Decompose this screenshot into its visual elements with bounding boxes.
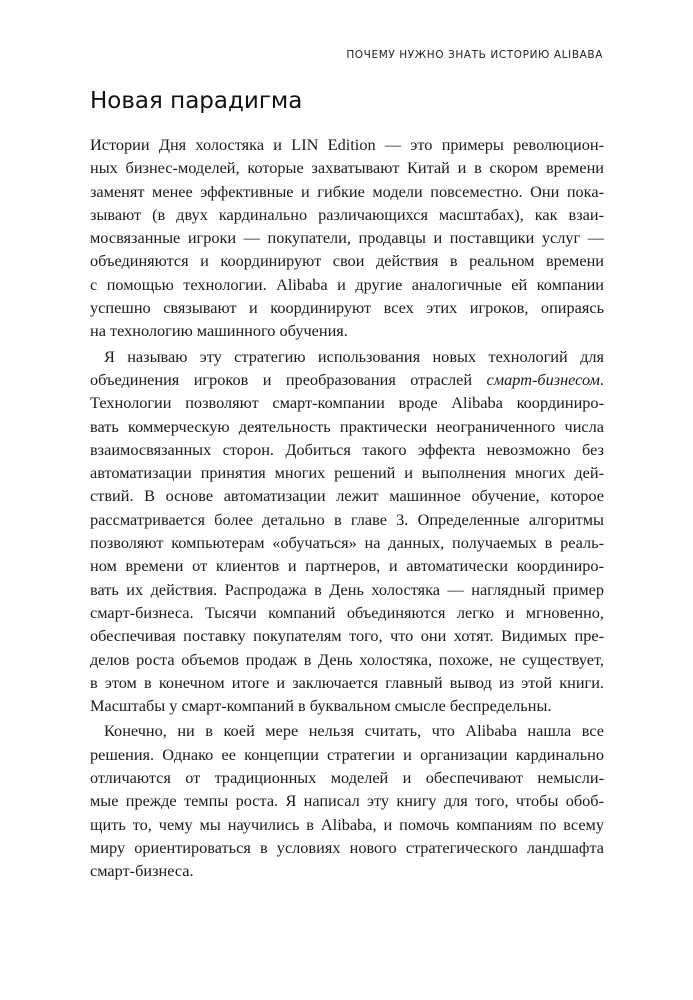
text-line: мосвязанные игроки — покупатели, продавцы и поставщики услуг —: [90, 228, 604, 248]
text-line: обеспечивая поставку покупателям того, что они хотят. Видимых пре-: [90, 626, 604, 646]
text-line: щить то, чему мы научились в Alibaba, и помочь компаниям по всему: [90, 814, 604, 834]
text-line-with-emphasis: [90, 368, 604, 391]
text-segment: объединения игроков и преобразования отраслей: [90, 369, 487, 389]
text-line: рассматривается более детально в главе 3. Определенные алгоритмы: [90, 509, 604, 529]
text-line: Конечно, ни в коей мере нельзя считать, что Alibaba нашла все: [104, 721, 604, 741]
body-text: [90, 133, 604, 883]
text-line: ном времени от клиентов и партнеров, и автоматически координиро-: [90, 556, 604, 576]
text-line: позволяют компьютерам «обучаться» на данных, получаемых в реаль-: [90, 533, 604, 553]
text-line: смарт-бизнеса. Тысячи компаний объединяются легко и мгновенно,: [90, 602, 604, 622]
text-line: объединяются и координируют свои действия в реальном времени: [90, 251, 604, 271]
text-line: Я называю эту стратегию использования новых технологий для: [104, 346, 604, 366]
paragraph-2: [90, 345, 604, 718]
text-line: вать коммерческую деятельность практически неограниченного числа: [90, 416, 604, 436]
text-line: автоматизации принятия многих решений и выполнения многих дей-: [90, 463, 604, 483]
text-line: вать их действия. Распродажа в День холостяка — наглядный пример: [90, 579, 604, 599]
text-line: с помощью технологии. Alibaba и другие аналогичные ей компании: [90, 274, 604, 294]
text-line: в этом в конечном итоге и заключается главный вывод из этой книги.: [90, 672, 604, 692]
text-line: ствий. В основе автоматизации лежит машинное обучение, которое: [90, 486, 604, 506]
text-line: мые прежде темпы роста. Я написал эту книгу для того, чтобы обоб-: [90, 791, 604, 811]
text-line: делов роста объемов продаж в День холостяка, похоже, не существует,: [90, 649, 604, 669]
text-line: решения. Однако ее концепции стратегии и организации кардинально: [90, 744, 604, 764]
text-line: миру ориентироваться в условиях нового стратегического ландшафта: [90, 837, 604, 857]
text-line: ных бизнес-моделей, которые захватывают Китай и в скором времени: [90, 158, 604, 178]
running-head: ПОЧЕМУ НУЖНО ЗНАТЬ ИСТОРИЮ ALIBABA: [346, 49, 603, 61]
text-line: успешно связывают и координируют всех этих игроков, опираясь: [90, 298, 604, 318]
emphasis-term: смарт-бизнесом: [486, 369, 600, 389]
text-line: Истории Дня холостяка и LIN Edition — это примеры революцион-: [90, 135, 604, 154]
text-line: Масштабы у смарт-компаний в буквальном смысле беспредельны.: [90, 696, 552, 716]
text-line: заменят менее эффективные и гибкие модели повсеместно. Они пока-: [90, 181, 604, 201]
paragraph-1: [90, 133, 604, 343]
emphasis-suffix: .: [599, 369, 604, 389]
text-line: на технологию машинного обучения.: [90, 321, 348, 341]
text-line: смарт-бизнеса.: [90, 861, 194, 881]
text-line: взаимосвязанных сторон. Добиться такого эффекта невозможно без: [90, 439, 604, 459]
paragraph-3: [90, 719, 604, 882]
section-title: Новая парадигма: [90, 88, 303, 114]
text-line: Технологии позволяют смарт-компании вроде Alibaba координиро-: [90, 393, 604, 413]
text-line: отличаются от традиционных моделей и обеспечивают немысли-: [90, 768, 604, 788]
text-line: зывают (в двух кардинально различающихся масштабах), как взаи-: [90, 204, 604, 224]
